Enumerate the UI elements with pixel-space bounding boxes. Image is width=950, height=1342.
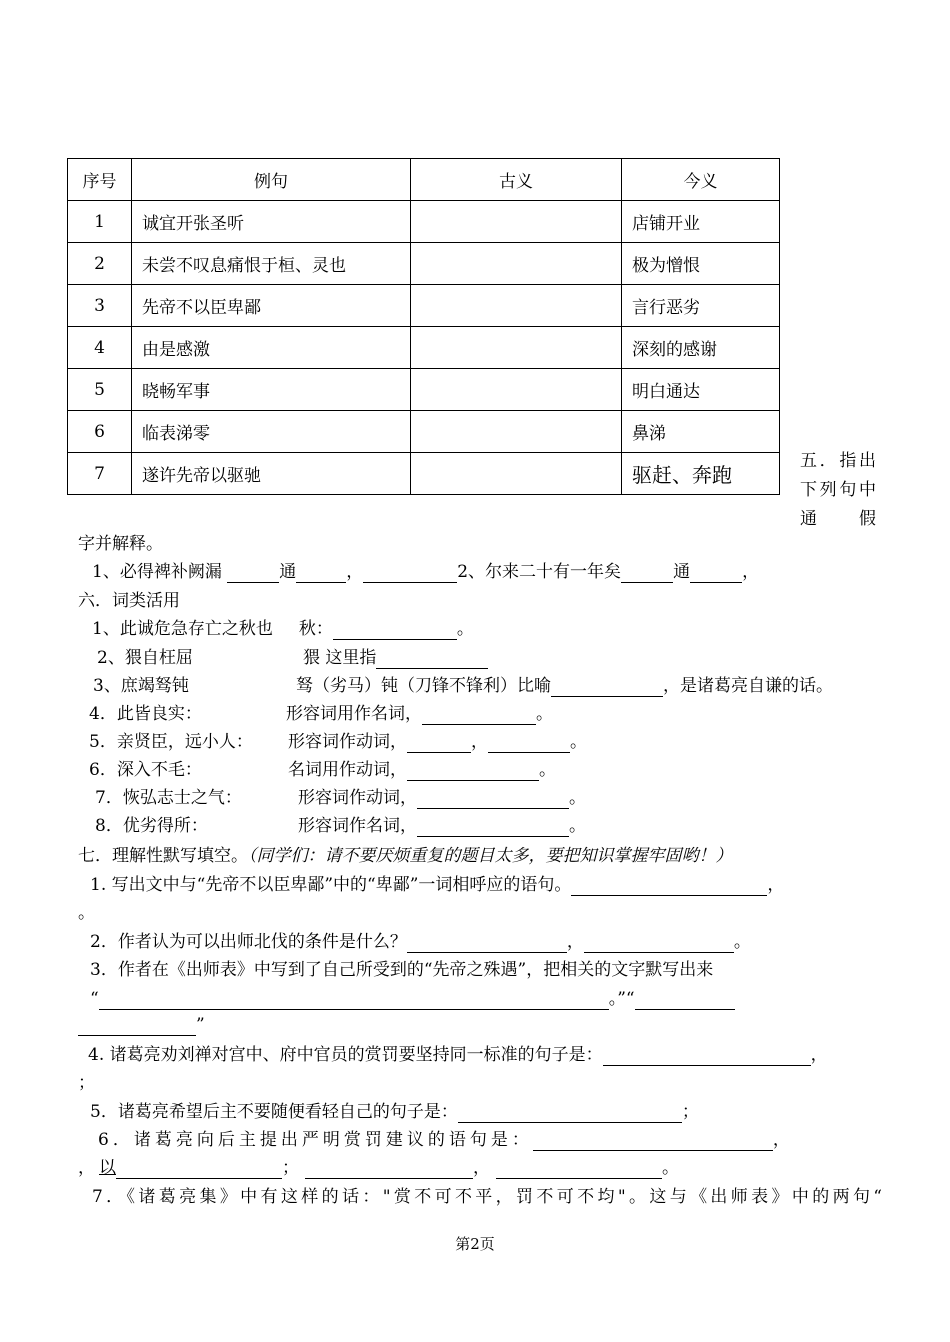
answer-blank[interactable] [603, 1047, 811, 1066]
q-cont: ， [78, 1158, 95, 1178]
q-number: 2、 [457, 562, 486, 582]
answer-blank[interactable] [296, 564, 346, 583]
s6-item-end: 。 [456, 619, 474, 639]
section-6-heading: 六．词类活用 [78, 591, 180, 611]
row-jin: 言行恶劣 [622, 285, 780, 327]
row-no: 4 [68, 327, 132, 369]
s6-item-7-right [298, 787, 586, 809]
answer-blank[interactable] [116, 1160, 282, 1179]
row-no: 3 [68, 285, 132, 327]
table-row [68, 201, 780, 243]
answer-blank[interactable] [571, 877, 767, 896]
row-gu-cell[interactable] [411, 369, 622, 411]
q-end: 。 [733, 932, 751, 952]
row-gu-cell[interactable] [411, 201, 622, 243]
answer-blank[interactable] [363, 564, 457, 583]
s7-q4-cont: ； [78, 1073, 95, 1093]
answer-blank[interactable] [496, 1160, 662, 1179]
section-5-line: 1、必得裨补阙漏 通 ， 2、尔来二十有一年矣 通 ， [92, 562, 760, 582]
s7-q5 [90, 1101, 699, 1123]
row-gu-cell[interactable] [411, 285, 622, 327]
table-row [68, 243, 780, 285]
s6-item-end: 。 [536, 704, 553, 724]
s6-item-end: 。 [569, 788, 586, 808]
answer-blank[interactable] [690, 564, 742, 583]
s6-item-4 [89, 703, 553, 725]
row-jin: 店铺开业 [622, 201, 780, 243]
row-no: 1 [68, 201, 132, 243]
s6-item-end: 。 [570, 732, 587, 752]
s6-item-sentence: 1、此诚危急存亡之秋也 [92, 619, 273, 639]
row-jin: 极为憎恨 [622, 243, 780, 285]
tong-label: 通 [673, 562, 691, 582]
answer-blank[interactable] [305, 1160, 473, 1179]
answer-blank[interactable] [458, 1104, 682, 1123]
s7-q1 [90, 874, 784, 896]
answer-blank[interactable] [407, 934, 567, 953]
q-text: 2．作者认为可以出师北伐的条件是什么？ [90, 932, 407, 952]
row-jin: 深刻的感谢 [622, 327, 780, 369]
s6-item-sentence: 8．优劣得所： [95, 816, 208, 836]
row-sentence: 诚宜开张圣听 [132, 201, 411, 243]
row-jin: 驱赶、奔跑 [622, 453, 780, 495]
s6-item-mid: ， [471, 732, 488, 752]
section-7-heading [78, 845, 733, 867]
row-sentence: 遂许先帝以驱驰 [132, 453, 411, 495]
q-quote-close: ” [196, 1015, 205, 1035]
q-end: ； [681, 1102, 699, 1122]
s6-item-label: 形容词作动词， [298, 788, 417, 808]
table-row [68, 285, 780, 327]
s6-item-5 [89, 731, 587, 753]
header-jin: 今义 [622, 159, 780, 201]
section-7-hint: （同学们：请不要厌烦重复的题目太多，要把知识掌握牢固哟！） [248, 846, 733, 866]
s6-item-2 [97, 647, 377, 669]
s6-item-8 [95, 815, 586, 837]
s7-q6-cont [78, 1157, 679, 1179]
answer-blank[interactable] [635, 991, 735, 1010]
q-quote-open: “ [90, 989, 99, 1009]
q-cont: ， [473, 1158, 490, 1178]
row-sentence: 未尝不叹息痛恨于桓、灵也 [132, 243, 411, 285]
s6-item-label: 形容词作名词， [298, 816, 417, 836]
q-mid: ， [566, 932, 584, 952]
q-sentence: 尔来二十有一年矣 [485, 562, 622, 582]
q-cont-yi: 以 [99, 1158, 116, 1178]
row-jin: 明白通达 [622, 369, 780, 411]
table-row [68, 327, 780, 369]
row-no: 6 [68, 411, 132, 453]
table-row [68, 453, 780, 495]
s6-item-8-right [298, 815, 586, 837]
s6-item-6-right [288, 759, 556, 781]
q-quote-mid: 。”“ [608, 989, 635, 1009]
answer-blank[interactable] [584, 934, 734, 953]
q-cont: ； [282, 1158, 299, 1178]
section-7-title: 七．理解性默写填空。 [78, 846, 248, 866]
answer-blank[interactable] [99, 991, 609, 1010]
header-no: 序号 [68, 159, 132, 201]
s6-item-label: 秋： [298, 619, 333, 639]
q-text: 1. 写出文中与“先帝不以臣卑鄙”中的“卑鄙”一词相呼应的语句。 [90, 875, 572, 895]
s6-item-sentence: 3、庶竭驽钝 [93, 676, 189, 696]
section-5-heading-rest: 字并解释。 [78, 534, 163, 554]
s6-item-sentence: 2、猥自枉屈 [97, 648, 193, 668]
s6-item-sentence: 6．深入不毛： [89, 760, 202, 780]
table-header-row [68, 159, 780, 201]
s6-item-label: 名词用作动词， [288, 760, 407, 780]
q-end: ， [810, 1045, 828, 1065]
s6-item-end: ，是诸葛亮自谦的话。 [663, 676, 833, 696]
answer-blank[interactable] [407, 762, 539, 781]
q-text: 6．诸葛亮向后主提出严明赏罚建议的语句是： [98, 1130, 533, 1150]
row-gu-cell[interactable] [411, 411, 622, 453]
row-no: 2 [68, 243, 132, 285]
q-text: 5．诸葛亮希望后主不要随便看轻自己的句子是： [90, 1102, 458, 1122]
table-row [68, 411, 780, 453]
s6-item-3-right [296, 675, 833, 697]
s6-item-label: 形容词作动词， [288, 732, 407, 752]
q-cont: 。 [662, 1158, 679, 1178]
s6-item-end: 。 [569, 816, 586, 836]
header-gu: 古义 [411, 159, 622, 201]
s6-item-6 [89, 759, 556, 781]
s6-item-7 [95, 787, 586, 809]
row-gu-cell[interactable] [411, 327, 622, 369]
s6-item-3 [93, 675, 833, 697]
row-sentence: 先帝不以臣卑鄙 [132, 285, 411, 327]
s7-q4 [88, 1044, 828, 1066]
answer-blank[interactable] [551, 678, 663, 697]
row-no: 7 [68, 453, 132, 495]
s6-item-sentence: 5．亲贤臣，远小人： [89, 732, 253, 752]
s6-item-4-right [286, 703, 553, 725]
table-row [68, 369, 780, 411]
header-example: 例句 [132, 159, 411, 201]
answer-blank[interactable] [621, 564, 673, 583]
s7-q1-cont: 。 [78, 903, 95, 923]
row-no: 5 [68, 369, 132, 411]
s7-q3-line2 [90, 988, 735, 1010]
answer-blank[interactable] [533, 1132, 773, 1151]
s6-item-end: 。 [539, 760, 556, 780]
row-sentence: 晓畅军事 [132, 369, 411, 411]
row-jin: 鼻涕 [622, 411, 780, 453]
s6-item-5-right [288, 731, 587, 753]
s6-item-label: 猥 这里指 [303, 648, 377, 668]
q-text: 4. 诸葛亮劝刘禅对宫中、府中官员的赏罚要坚持同一标准的句子是： [88, 1045, 603, 1065]
s7-q2 [90, 931, 751, 953]
q-sentence: 必得裨补阙漏 [119, 562, 222, 582]
row-gu-cell[interactable] [411, 453, 622, 495]
s6-item-label: 驽（劣马）钝（刀锋不锋利）比喻 [296, 676, 551, 696]
row-sentence: 由是感激 [132, 327, 411, 369]
q-end: ， [767, 875, 785, 895]
answer-blank[interactable] [376, 650, 488, 669]
s6-item-2-right [303, 647, 488, 669]
vocab-table [67, 158, 780, 495]
s7-q3: 3．作者在《出师表》中写到了自己所受到的“先帝之殊遇”，把相关的文字默写出来 [90, 960, 714, 980]
answer-blank[interactable] [227, 564, 279, 583]
section-5-heading-side: 五．指出下列句中通假 [800, 451, 876, 529]
answer-blank[interactable] [407, 734, 471, 753]
row-sentence: 临表涕零 [132, 411, 411, 453]
s6-item-1 [92, 618, 474, 640]
s7-q6 [98, 1129, 794, 1151]
answer-blank[interactable] [78, 1017, 196, 1036]
s7-q3-line3 [78, 1014, 205, 1036]
answer-blank[interactable] [417, 818, 569, 837]
q-number: 1、 [92, 562, 120, 582]
tong-label: 通 [279, 562, 297, 582]
q-end: ， [772, 1130, 794, 1150]
s7-q7: 7．《诸葛亮集》中有这样的话："赏不可不平，罚不可不均"。这与《出师表》中的两句“ [92, 1187, 882, 1207]
s6-item-sentence: 7．恢弘志士之气： [95, 788, 242, 808]
answer-blank[interactable] [422, 706, 536, 725]
answer-blank[interactable] [417, 790, 569, 809]
s6-item-label: 形容词用作名词， [286, 704, 422, 724]
answer-blank[interactable] [333, 621, 457, 640]
answer-blank[interactable] [488, 734, 570, 753]
page-number: 第2页 [455, 1235, 495, 1253]
row-gu-cell[interactable] [411, 243, 622, 285]
s6-item-sentence: 4．此皆良实： [89, 704, 202, 724]
